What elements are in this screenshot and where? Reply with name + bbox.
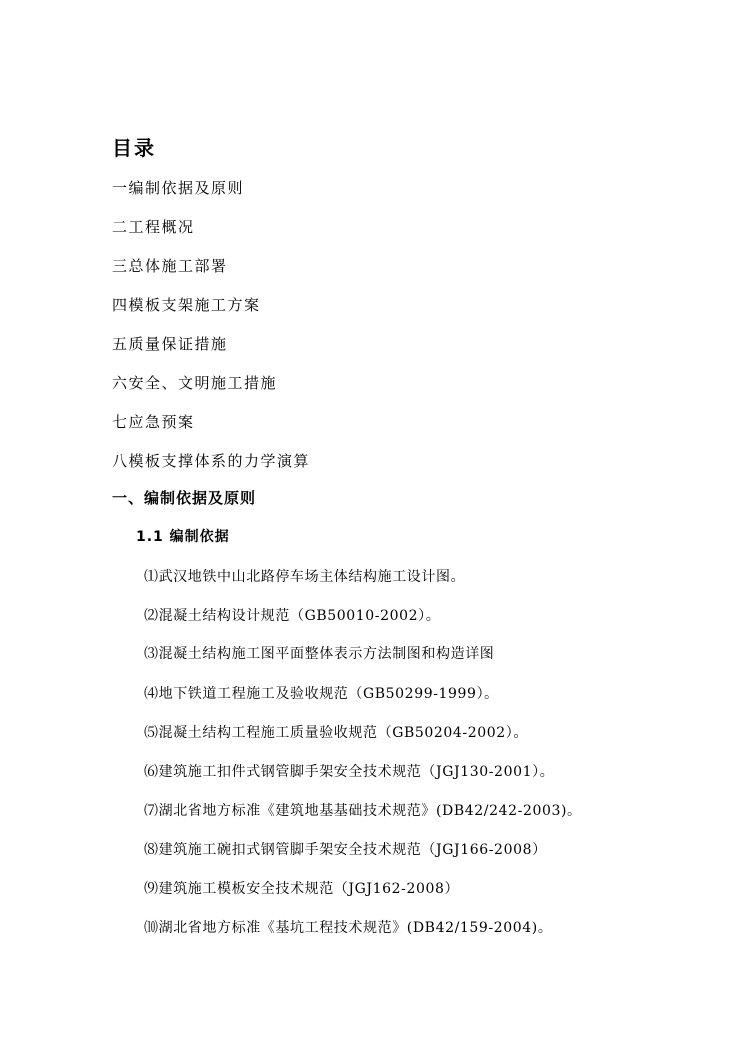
subsection-heading: 1.1 编制依据 bbox=[136, 529, 230, 545]
toc-item-6: 六安全、文明施工措施 bbox=[112, 374, 278, 392]
toc-item-5: 五质量保证措施 bbox=[112, 335, 228, 353]
reference-item: ⑽湖北省地方标准《基坑工程技术规范》(DB42/159-2004)。 bbox=[144, 920, 553, 936]
toc-item-4: 四模板支架施工方案 bbox=[112, 296, 261, 314]
reference-item: ⑸混凝土结构工程施工质量验收规范（GB50204-2002）。 bbox=[144, 725, 528, 741]
reference-item: ⑼建筑施工模板安全技术规范（JGJ162-2008） bbox=[144, 881, 460, 897]
toc-item-3: 三总体施工部署 bbox=[112, 257, 228, 275]
toc-title: 目录 bbox=[112, 136, 156, 160]
reference-item: ⑺湖北省地方标准《建筑地基基础技术规范》(DB42/242-2003)。 bbox=[144, 803, 582, 819]
toc-item-8: 八模板支撑体系的力学演算 bbox=[112, 452, 311, 470]
reference-item: ⑴武汉地铁中山北路停车场主体结构施工设计图。 bbox=[144, 569, 466, 585]
reference-item: ⑻建筑施工碗扣式钢管脚手架安全技术规范（JGJ166-2008） bbox=[144, 842, 547, 858]
toc-item-7: 七应急预案 bbox=[112, 413, 195, 431]
toc-item-1: 一编制依据及原则 bbox=[112, 179, 245, 197]
toc-item-2: 二工程概况 bbox=[112, 218, 195, 236]
reference-item: ⑵混凝土结构设计规范（GB50010-2002）。 bbox=[144, 608, 441, 624]
reference-item: ⑶混凝土结构施工图平面整体表示方法制图和构造详图 bbox=[144, 646, 495, 662]
reference-item: ⑹建筑施工扣件式钢管脚手架安全技术规范（JGJ130-2001）。 bbox=[144, 764, 555, 780]
section-heading: 一、编制依据及原则 bbox=[112, 489, 257, 507]
reference-item: ⑷地下铁道工程施工及验收规范（GB50299-1999）。 bbox=[144, 686, 499, 702]
